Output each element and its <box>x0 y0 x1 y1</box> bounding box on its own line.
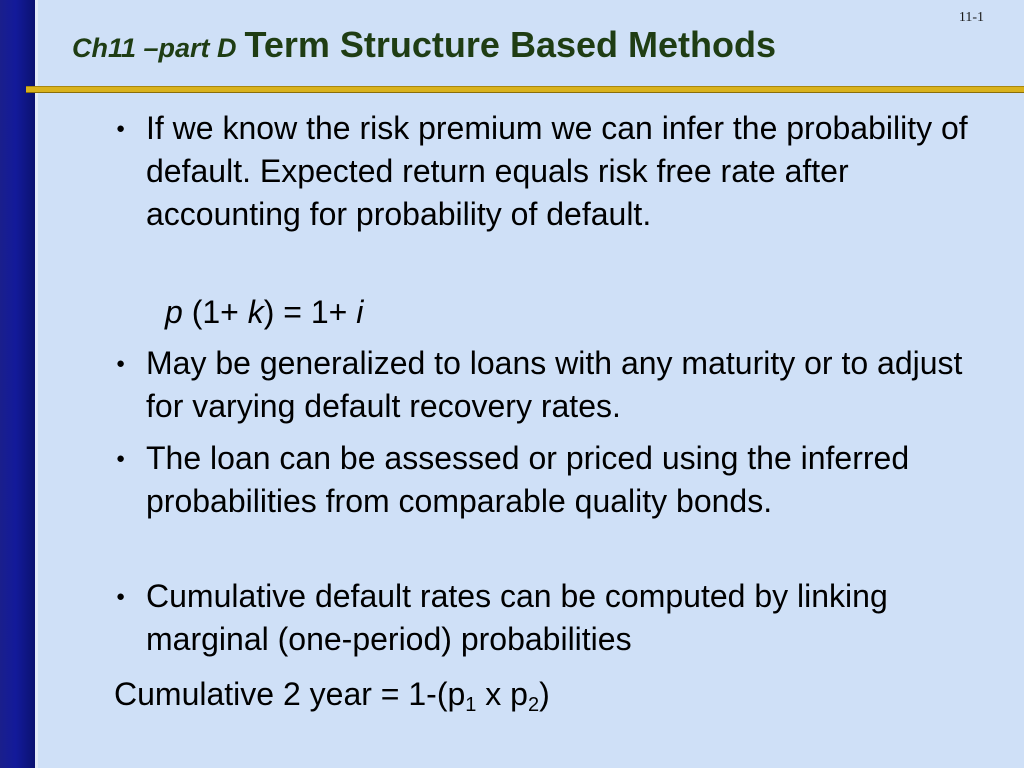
formula-p: p <box>165 294 183 330</box>
bullet-text: If we know the risk premium we can infer the probability of default. Expected return equals risk free rate after accounting for probability of default. <box>146 110 968 232</box>
formula-k: k <box>247 294 264 330</box>
bullet-dot-icon: ● <box>116 120 126 137</box>
bullet-text: Cumulative default rates can be computed by linking marginal (one-period) probabilities <box>146 578 888 657</box>
bullet-text: May be generalized to loans with any maturity or to adjust for varying default recovery rates. <box>146 345 963 424</box>
bullet-dot-icon: ● <box>116 355 126 372</box>
cumulative-suffix: ) <box>539 676 550 712</box>
bullet-dot-icon: ● <box>116 588 126 605</box>
bullet-dot-icon: ● <box>116 450 126 467</box>
cumulative-formula <box>114 673 550 716</box>
cumulative-sub2: 2 <box>527 694 540 716</box>
formula-part1: (1+ <box>191 294 248 330</box>
bullet-item <box>116 575 976 661</box>
formula-i: i <box>356 294 364 330</box>
default-probability-formula <box>165 291 363 334</box>
bullet-item <box>116 107 976 236</box>
bullet-item <box>116 437 976 523</box>
cumulative-prefix: Cumulative 2 year = 1-(p <box>114 676 466 712</box>
bullet-item <box>116 342 976 428</box>
title-chapter: Ch11 –part D <box>72 33 237 63</box>
cumulative-sub1: 1 <box>465 694 477 716</box>
bullet-text: The loan can be assessed or priced using the inferred probabilities from comparable quality bonds. <box>146 440 910 519</box>
slide-number: 11-1 <box>958 10 984 25</box>
title-main: Term Structure Based Methods <box>244 24 776 65</box>
formula-part2: ) = 1+ <box>263 294 357 330</box>
cumulative-mid: x p <box>476 676 528 712</box>
